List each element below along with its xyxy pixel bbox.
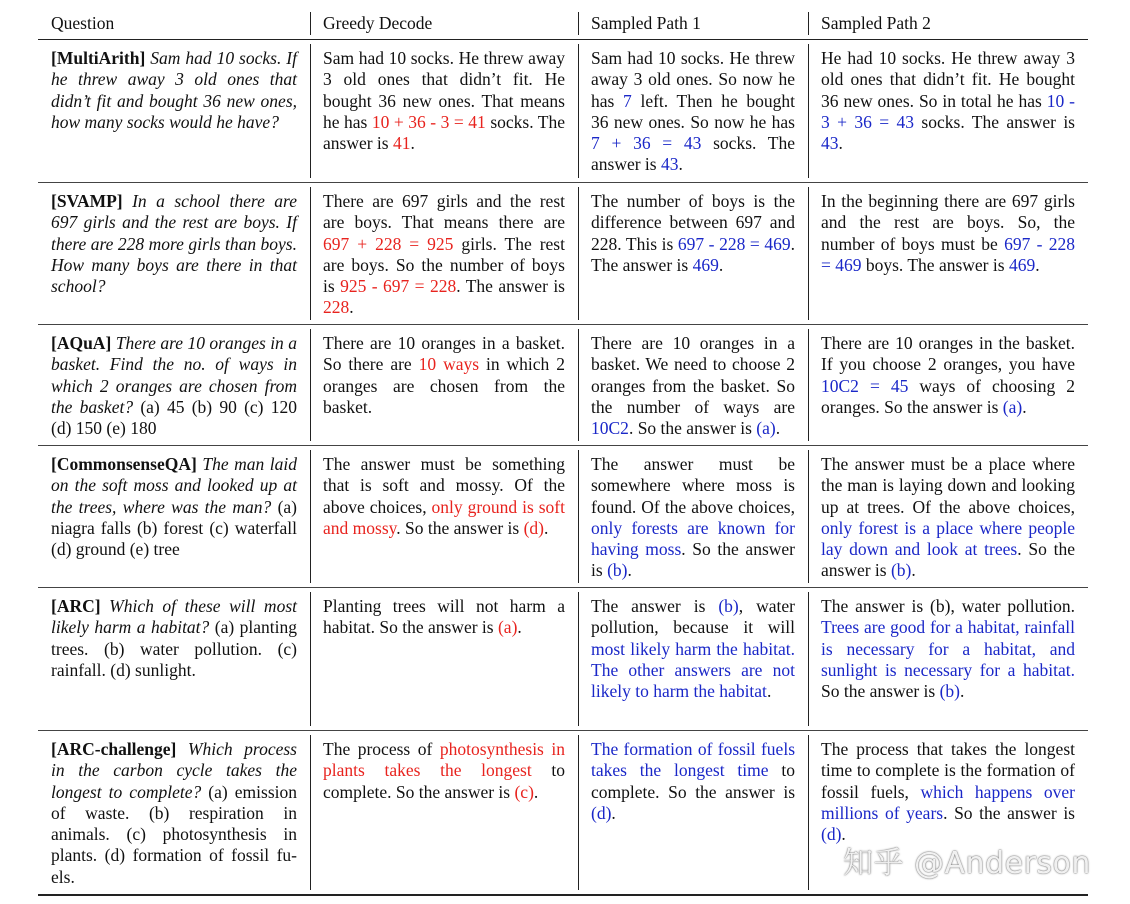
column-divider <box>578 187 579 320</box>
correct-reasoning-span: (b) <box>890 560 912 581</box>
greedy-decode-cell <box>310 183 578 324</box>
reasoning-text: The answer must be somewhere where moss is found. Of the above choices, <box>591 454 795 517</box>
incorrect-reasoning-span: (a) <box>497 617 518 638</box>
correct-reasoning-span: most likely harm the habitat. The other answers are not likely to harm the habitat <box>591 638 795 702</box>
reasoning-text: The process of <box>323 739 440 759</box>
correct-reasoning-span: only forests are known for having moss <box>591 517 795 560</box>
correct-reasoning-span: (b) <box>718 596 739 616</box>
reasoning-text: left. Then he bought 36 new ones. So now he has <box>591 90 796 132</box>
reasoning-text: Planting trees will not harm a habitat. So the answer is <box>323 596 565 638</box>
column-divider <box>808 735 809 890</box>
column-divider <box>310 329 311 441</box>
reasoning-text: boys. The answer is <box>861 254 1009 275</box>
reasoning-text: . The answer is <box>456 276 565 297</box>
reasoning-text: to complete. So the answer is <box>591 760 795 802</box>
reasoning-text: . <box>349 297 354 318</box>
question-text: Which of these will most likely harm a habitat? <box>51 596 297 638</box>
reasoning-text: . <box>544 517 549 538</box>
question-text: In a school there are 697 girls and the rest are boys. If there are 228 more girls than boys. How many boys are there in that school? <box>51 191 297 297</box>
correct-reasoning-span: (d) <box>591 802 612 823</box>
reasoning-text: . So the answer is <box>591 539 795 581</box>
answer-options: (a) emission of waste. (b) respiration in animals. (c) photosynthesis in plants. (d) formation of fossil fuels. <box>51 781 297 887</box>
reasoning-text: , water pollution, because it will <box>591 596 795 638</box>
reasoning-text: . <box>911 560 916 581</box>
reasoning-text: . So the answer is <box>628 418 757 439</box>
dataset-tag: [SVAMP] <box>51 191 123 211</box>
column-divider <box>808 592 809 726</box>
answer-options: (a) niagra falls (b) forest (c) waterfall (d) ground (e) tree <box>51 496 297 560</box>
reasoning-text: . So the answer is <box>396 517 524 538</box>
column-divider <box>310 592 311 726</box>
reasoning-text: So the answer is <box>821 681 940 702</box>
sampled-path-1-cell <box>578 588 808 730</box>
reasoning-text: to complete. So the answer is <box>323 760 565 802</box>
table-body <box>38 40 1088 896</box>
correct-reasoning-span: 469 <box>1008 254 1036 275</box>
column-divider <box>808 44 809 178</box>
correct-reasoning-span: 43 <box>660 154 679 175</box>
correct-reasoning-span: (b) <box>939 681 961 702</box>
dataset-tag: [ARC] <box>51 596 101 616</box>
correct-reasoning-span: 469 <box>692 254 719 275</box>
correct-reasoning-span: (d) <box>821 824 842 845</box>
column-divider <box>808 187 809 320</box>
reasoning-text: . So the answer is <box>821 539 1075 581</box>
sampled-path-2-cell <box>808 588 1088 730</box>
correct-reasoning-span: Trees are good for a habitat, rainfall is necessary for a habitat, and sunlight is necessary for a habitat. <box>821 617 1075 680</box>
incorrect-reasoning-span: 697 + 228 = 925 <box>323 233 454 254</box>
reasoning-text: The number of boys is the difference between 697 and 228. This is <box>591 191 795 254</box>
reasoning-text: . <box>838 133 843 154</box>
correct-reasoning-span: 10C2 <box>591 418 629 439</box>
question-text: Which process in the carbon cycle takes the longest to complete? <box>51 739 297 802</box>
reasoning-text: . <box>766 681 772 702</box>
header-question: Question <box>51 13 115 33</box>
question-cell <box>38 446 310 587</box>
dataset-tag: [CommonsenseQA] <box>51 454 197 474</box>
incorrect-reasoning-span: (c) <box>514 781 534 802</box>
header-greedy-decode: Greedy Decode <box>323 13 433 33</box>
sampled-path-2-cell <box>808 325 1088 445</box>
reasoning-text: The process that takes the longest time to complete is the formation of fossil fuels, <box>821 739 1075 802</box>
sampled-path-1-cell <box>578 325 808 445</box>
reasoning-text: . <box>1022 396 1027 417</box>
reasoning-text: . <box>533 781 539 802</box>
dataset-tag: [ARC-challenge] <box>51 739 177 759</box>
correct-reasoning-span: The formation of fossil fuels takes the longest time <box>591 739 795 781</box>
correct-reasoning-span: 10 - 3 + 36 = 43 <box>821 90 1076 132</box>
table-row <box>38 446 1088 588</box>
sampled-path-1-cell <box>578 446 808 587</box>
reasoning-text: . The answer is <box>591 233 795 275</box>
table-header <box>38 8 1088 40</box>
sampled-path-1-cell <box>578 40 808 182</box>
column-divider <box>578 592 579 726</box>
header-sampled-path-2: Sampled Path 2 <box>821 13 931 33</box>
correct-reasoning-span: 7 + 36 = 43 <box>591 133 702 154</box>
reasoning-text: The answer must be something that is soft and mossy. Of the above choices, <box>323 454 565 517</box>
sampled-path-1-cell <box>578 183 808 324</box>
reasoning-text: . <box>1035 254 1040 275</box>
sampled-path-1-cell <box>578 731 808 894</box>
reasoning-text: ways of choosing 2 oranges. So the answer is <box>821 375 1076 417</box>
column-divider <box>808 12 809 35</box>
greedy-decode-cell <box>310 325 578 445</box>
reasoning-text: socks. The answer is <box>323 111 565 154</box>
correct-reasoning-span: (a) <box>1002 396 1023 417</box>
reasoning-text: . <box>627 560 632 581</box>
greedy-decode-cell <box>310 40 578 182</box>
incorrect-reasoning-span: (d) <box>523 517 545 538</box>
answer-options: (a) 45 (b) 90 (c) 120 (d) 150 (e) 180 <box>51 396 297 439</box>
column-divider <box>808 329 809 441</box>
table-row <box>38 40 1088 183</box>
greedy-decode-cell <box>310 731 578 894</box>
column-divider <box>578 12 579 35</box>
reasoning-text: . <box>611 802 616 823</box>
reasoning-text: girls. The rest are boys. So the number of boys is <box>323 233 565 297</box>
column-divider <box>310 735 311 890</box>
reasoning-text: . <box>960 681 965 702</box>
correct-reasoning-span: 43 <box>821 133 839 154</box>
column-divider <box>310 12 311 35</box>
reasoning-text: There are 10 oranges in the basket. If you choose 2 oranges, you have <box>821 333 1075 375</box>
column-divider <box>578 329 579 441</box>
correct-reasoning-span: 10C2 = 45 <box>821 375 909 396</box>
incorrect-reasoning-span: 10 ways <box>418 354 480 375</box>
reasoning-text: . So the answer is <box>943 802 1075 823</box>
column-divider <box>808 450 809 583</box>
table-row <box>38 325 1088 446</box>
dataset-tag: [MultiArith] <box>51 48 146 68</box>
incorrect-reasoning-span: only ground is soft and mossy <box>323 496 565 538</box>
reasoning-text: In the beginning there are 697 girls and the rest are boys. So, the number of boys must be <box>821 191 1075 254</box>
correct-reasoning-span: only forest is a place where people lay down and look at trees <box>821 517 1075 560</box>
correct-reasoning-span: 7 <box>623 90 632 111</box>
dataset-tag: [AQuA] <box>51 333 112 353</box>
reasoning-text: The answer must be a place where the man is laying down and looking up at trees. Of the above choices, <box>821 454 1075 517</box>
reasoning-text: . <box>678 154 683 175</box>
sampled-path-2-cell <box>808 40 1088 182</box>
table-row <box>38 588 1088 731</box>
question-cell <box>38 731 310 894</box>
greedy-decode-cell <box>310 588 578 730</box>
reasoning-text: socks. The answer is <box>914 111 1075 132</box>
sampled-path-2-cell <box>808 183 1088 324</box>
correct-reasoning-span: which happens over millions of years <box>821 781 1075 823</box>
correct-reasoning-span: (a) <box>756 418 776 439</box>
question-cell <box>38 588 310 730</box>
answer-options: (a) planting trees. (b) water pollution. (c) rainfall. (d) sunlight. <box>51 617 297 680</box>
reasoning-text: . <box>517 617 522 638</box>
column-divider <box>578 735 579 890</box>
column-divider <box>310 187 311 320</box>
incorrect-reasoning-span: 10 + 36 - 3 = 41 <box>371 111 486 132</box>
header-sampled-path-1: Sampled Path 1 <box>591 13 701 33</box>
correct-reasoning-span: 697 - 228 = 469 <box>677 233 791 254</box>
watermark: 知乎 @Anderson <box>843 846 1091 881</box>
reasoning-text: . <box>775 418 781 439</box>
reasoning-text: . <box>841 824 846 845</box>
column-divider <box>310 450 311 583</box>
column-divider <box>578 44 579 178</box>
reasoning-text: The answer is <box>591 596 719 616</box>
correct-reasoning-span: 697 - 228 = 469 <box>821 233 1075 275</box>
question-text: Sam had 10 socks. If he threw away 3 old ones that didn’t fit and bought 36 new ones, how many socks would he have? <box>51 48 297 132</box>
reasoning-text: He had 10 socks. He threw away 3 old ones that didn’t fit. He bought 36 new ones. So in total he has <box>821 48 1075 111</box>
reasoning-text: . <box>410 133 415 154</box>
comparison-table <box>38 8 1088 896</box>
reasoning-text: There are 10 oranges in a basket. So there are <box>323 333 565 375</box>
incorrect-reasoning-span: photosynthesis in plants takes the longest <box>323 739 565 781</box>
greedy-decode-cell <box>310 446 578 587</box>
reasoning-text: socks. The answer is <box>591 133 795 175</box>
question-text: The man laid on the soft moss and looked up at the trees, where was the man? <box>51 454 297 517</box>
incorrect-reasoning-span: 41 <box>392 133 411 154</box>
question-text: There are 10 oranges in a basket. Find the no. of ways in which 2 oranges are chosen from the basket? <box>51 333 297 417</box>
correct-reasoning-span: (b) <box>607 560 628 581</box>
question-cell <box>38 325 310 445</box>
reasoning-text: in which 2 oranges are chosen from the basket. <box>323 354 565 417</box>
question-cell <box>38 183 310 324</box>
question-cell <box>38 40 310 182</box>
reasoning-text: There are 697 girls and the rest are boys. That means there are <box>323 191 565 233</box>
reasoning-text: . <box>718 254 724 275</box>
table-row <box>38 183 1088 325</box>
incorrect-reasoning-span: 925 - 697 = 228 <box>340 276 457 297</box>
reasoning-text: There are 10 oranges in a basket. We need to choose 2 oranges from the basket. So the number of ways are <box>591 333 795 417</box>
column-divider <box>310 44 311 178</box>
incorrect-reasoning-span: 228 <box>323 297 350 318</box>
reasoning-text: Sam had 10 socks. He threw away 3 old ones. So now he has <box>591 48 795 111</box>
column-divider <box>578 450 579 583</box>
reasoning-text: Sam had 10 socks. He threw away 3 old ones that didn’t fit. He bought 36 new ones. That means he has <box>323 48 565 132</box>
reasoning-text: The answer is (b), water pollution. <box>821 596 1075 616</box>
sampled-path-2-cell <box>808 446 1088 587</box>
